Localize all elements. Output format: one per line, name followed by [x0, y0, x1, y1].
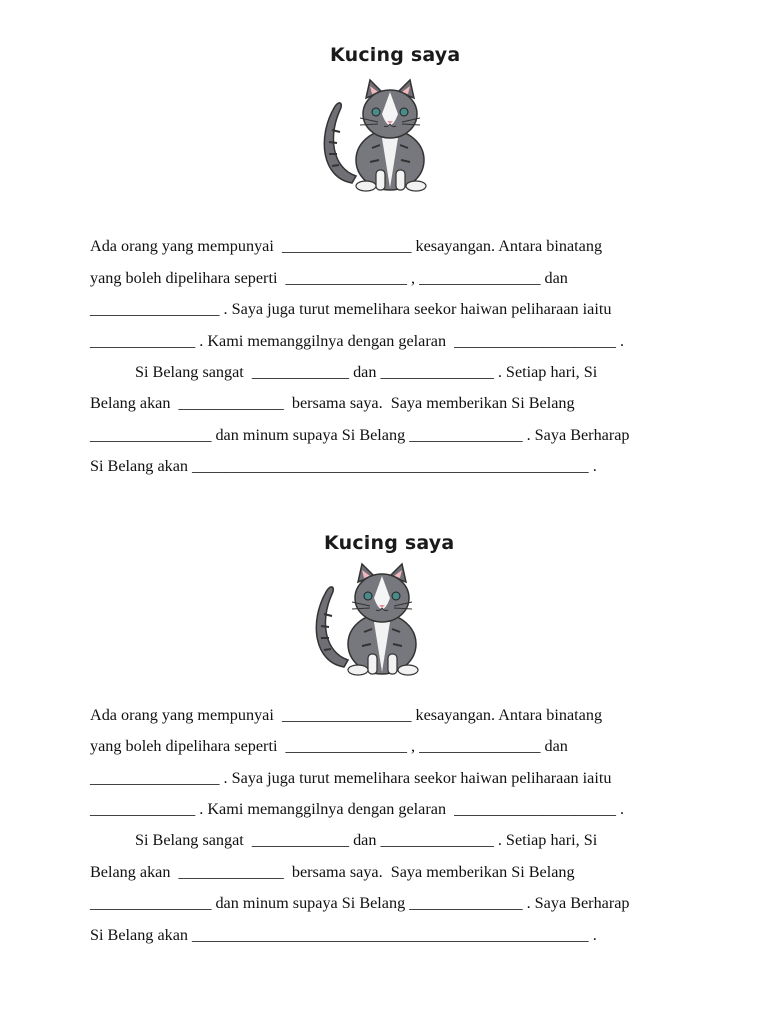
worksheet-2-line-2: yang boleh dipelihara seperti _______________ , _______________ dan — [90, 737, 568, 755]
worksheet-2-line-5: Si Belang sangat ____________ dan ______________ . Setiap hari, Si — [135, 831, 598, 849]
worksheet-1-line-1: Ada orang yang mempunyai ________________ kesayangan. Antara binatang — [90, 237, 603, 255]
cat-illustration-icon — [304, 562, 434, 682]
worksheet-1-title: Kucing saya — [330, 44, 461, 66]
worksheet-2-line-6: Belang akan _____________ bersama saya. Saya memberikan Si Belang — [90, 863, 575, 881]
worksheet-1-line-7: _______________ dan minum supaya Si Belang ______________ . Saya Berharap — [90, 426, 630, 444]
worksheet-1-line-4: _____________ . Kami memanggilnya dengan gelaran ____________________ . — [90, 332, 625, 350]
worksheet-1-line-6: Belang akan _____________ bersama saya. Saya memberikan Si Belang — [90, 394, 575, 412]
cat-illustration-icon — [312, 78, 442, 198]
worksheet-2-title: Kucing saya — [324, 532, 455, 554]
worksheet-2-line-7: _______________ dan minum supaya Si Belang ______________ . Saya Berharap — [90, 894, 630, 912]
worksheet-2-line-8: Si Belang akan _________________________________________________ . — [90, 926, 597, 944]
worksheet-2-line-1: Ada orang yang mempunyai ________________ kesayangan. Antara binatang — [90, 706, 603, 724]
worksheet-1-line-5: Si Belang sangat ____________ dan ______________ . Setiap hari, Si — [135, 363, 598, 381]
worksheet-1-line-3: ________________ . Saya juga turut memelihara seekor haiwan peliharaan iaitu — [90, 300, 612, 318]
worksheet-2-line-4: _____________ . Kami memanggilnya dengan gelaran ____________________ . — [90, 800, 625, 818]
worksheet-2-line-3: ________________ . Saya juga turut memelihara seekor haiwan peliharaan iaitu — [90, 769, 612, 787]
worksheet-1-line-2: yang boleh dipelihara seperti _______________ , _______________ dan — [90, 269, 568, 287]
worksheet-1-line-8: Si Belang akan _________________________________________________ . — [90, 457, 597, 475]
